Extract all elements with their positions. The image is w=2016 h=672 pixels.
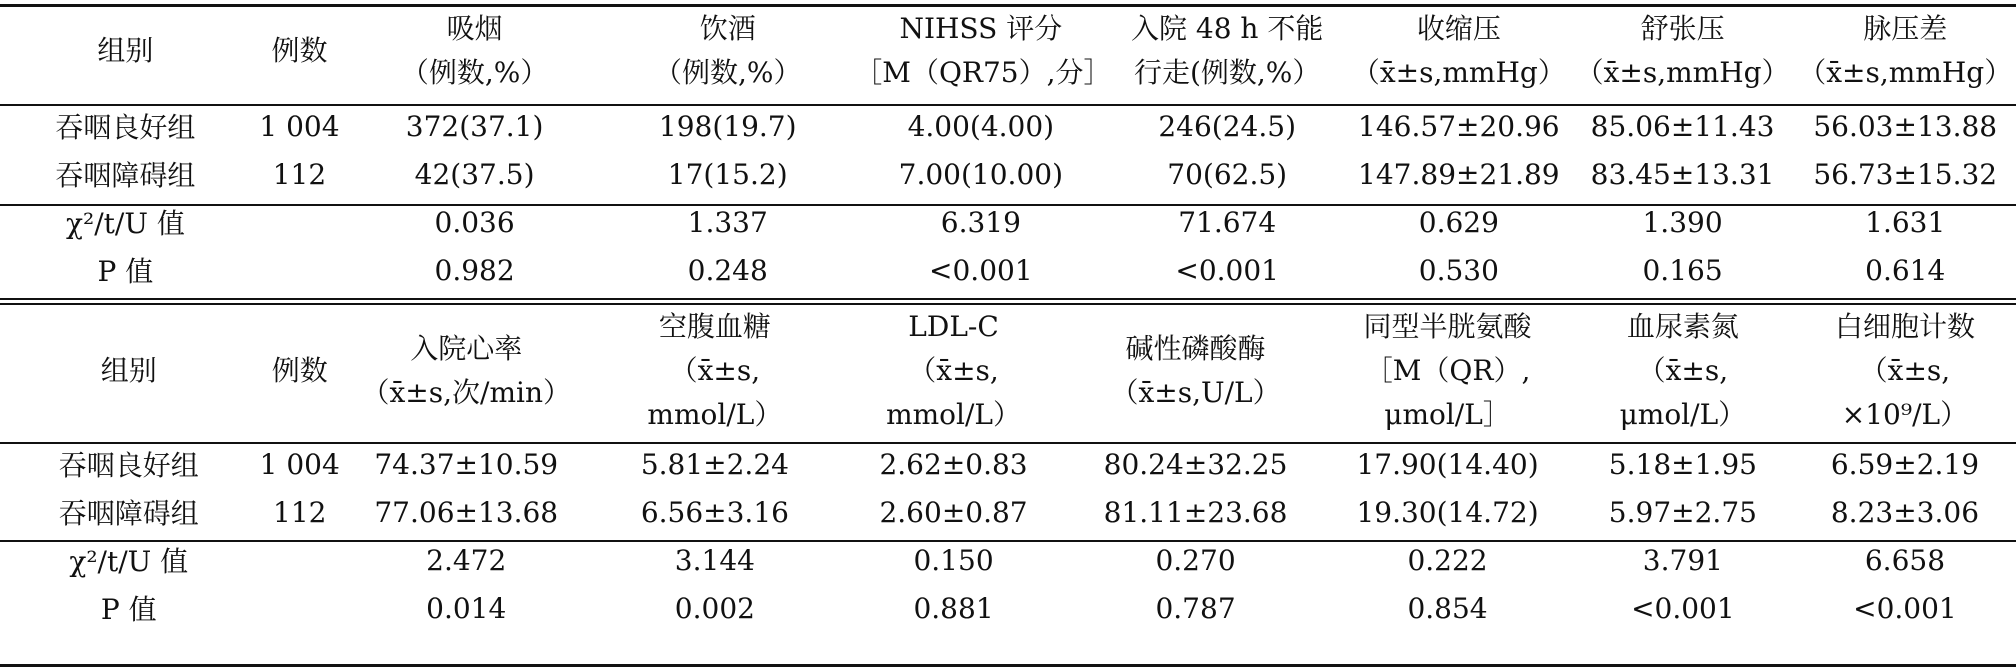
cell: 0.854: [1407, 591, 1488, 625]
cell: 83.45±13.31: [1590, 157, 1775, 191]
cell: 2.62±0.83: [879, 447, 1028, 481]
header-cell-ldl-c: LDL-C （x̄±s, mmol/L）: [886, 310, 1022, 431]
cell: 6.56±3.16: [640, 495, 789, 529]
cell: [258, 536, 342, 584]
cell: 1.631: [1865, 205, 1946, 239]
cell: 吞咽良好组: [55, 111, 196, 144]
table-row-p-value: [0, 246, 2016, 294]
cell: 17(15.2): [667, 157, 788, 191]
cell: 0.270: [1155, 543, 1236, 577]
table-row-good-swallow: [0, 440, 2016, 488]
header-cell-count: 例数: [271, 354, 328, 387]
cell: 70(62.5): [1167, 157, 1288, 191]
cell: 3.144: [674, 543, 755, 577]
cell: 0.165: [1642, 253, 1723, 287]
cell-p-label: P 值: [100, 593, 157, 626]
cell: 147.89±21.89: [1358, 157, 1560, 191]
cell: 81.11±23.68: [1103, 495, 1288, 529]
cell-stat-label: χ²/t/U 值: [69, 545, 189, 578]
header-cell-nihss: NIHSS 评分 ［M（QR75）,分］: [854, 12, 1112, 89]
cell: 吞咽良好组: [58, 449, 199, 482]
cell: 5.81±2.24: [640, 447, 789, 481]
cell: 0.530: [1418, 253, 1499, 287]
cell: 7.00(10.00): [898, 157, 1064, 191]
cell: 0.248: [687, 253, 768, 287]
cell: 112: [273, 495, 327, 529]
header-cell-alkaline-phosphatase: 碱性磷酸酶 （x̄±s,U/L）: [1110, 332, 1281, 409]
cell: 17.90(14.40): [1356, 447, 1539, 481]
table-row-test-statistic: [0, 536, 2016, 584]
cell: 0.014: [426, 591, 507, 625]
cell: 1 004: [259, 447, 340, 481]
cell: 5.97±2.75: [1608, 495, 1757, 529]
header-cell-diastolic: 舒张压 （x̄±s,mmHg）: [1575, 12, 1790, 89]
cell: 吞咽障碍组: [58, 497, 199, 530]
cell: 1 004: [259, 109, 340, 143]
cell: 4.00(4.00): [907, 109, 1055, 143]
table-row-dysphagia: [0, 150, 2016, 198]
cell: 0.787: [1155, 591, 1236, 625]
cell: 0.036: [434, 205, 515, 239]
header-row: [0, 302, 2016, 440]
header-cell-count: 例数: [271, 34, 328, 67]
cell-p-label: P 值: [97, 255, 154, 288]
cell: 85.06±11.43: [1590, 109, 1775, 143]
cell: 74.37±10.59: [374, 447, 559, 481]
cell: 0.002: [674, 591, 755, 625]
cell: 0.222: [1407, 543, 1488, 577]
cell: 0.982: [434, 253, 515, 287]
bottom-rule: [0, 664, 2016, 667]
cell: 6.59±2.19: [1830, 447, 1980, 481]
cell: <0.001: [929, 253, 1033, 287]
cell: 0.614: [1865, 253, 1946, 287]
table-row-good-swallow: [0, 102, 2016, 150]
cell: 2.472: [426, 543, 507, 577]
cell: 80.24±32.25: [1103, 447, 1288, 481]
cell: <0.001: [1175, 253, 1279, 287]
table-row-p-value: [0, 584, 2016, 632]
section-divider-rule-a: [0, 298, 2016, 300]
cell: [258, 584, 342, 632]
cell: 198(19.7): [658, 109, 797, 143]
table-section-2: [0, 302, 2016, 632]
header-cell-pulse-pressure: 脉压差 （x̄±s,mmHg）: [1798, 12, 2013, 89]
table-row-dysphagia: [0, 488, 2016, 536]
cell: <0.001: [1631, 591, 1735, 625]
cell: 56.03±13.88: [1813, 109, 1998, 143]
header-cell-fasting-glucose: 空腹血糖 （x̄±s, mmol/L）: [647, 310, 783, 431]
header-cell-drinking: 饮酒 （例数,%）: [653, 12, 802, 89]
header-cell-smoking: 吸烟 （例数,%）: [400, 12, 549, 89]
cell: 372(37.1): [405, 109, 544, 143]
cell: 3.791: [1642, 543, 1723, 577]
table-section-1: [0, 0, 2016, 294]
header-cell-unable-walk: 入院 48 h 不能 行走(例数,%）: [1131, 12, 1324, 89]
header-cell-group: 组别: [100, 354, 157, 387]
header-cell-group: 组别: [97, 34, 154, 67]
cell: 0.881: [913, 591, 994, 625]
cell: 246(24.5): [1158, 109, 1296, 143]
cell: 2.60±0.87: [879, 495, 1028, 529]
cell: 8.23±3.06: [1830, 495, 1980, 529]
cell: 吞咽障碍组: [55, 159, 196, 192]
header-row: [0, 0, 2016, 102]
cell: 5.18±1.95: [1608, 447, 1757, 481]
header-cell-wbc-count: 白细胞计数 （x̄±s, ×10⁹/L）: [1834, 310, 1975, 431]
cell: 1.390: [1642, 205, 1723, 239]
header-cell-systolic: 收缩压 （x̄±s,mmHg）: [1351, 12, 1566, 89]
cell: <0.001: [1853, 591, 1957, 625]
header-cell-homocysteine: 同型半胱氨酸 ［M（QR）, μmol/L］: [1363, 310, 1532, 431]
cell: 42(37.5): [414, 157, 535, 191]
cell: 56.73±15.32: [1813, 157, 1998, 191]
header-cell-heart-rate: 入院心率 （x̄±s,次/min）: [361, 332, 571, 409]
header-cell-urea-nitrogen: 血尿素氮 （x̄±s, μmol/L）: [1619, 310, 1747, 431]
cell-stat-label: χ²/t/U 值: [66, 207, 185, 240]
cell: 112: [272, 157, 327, 191]
cell: 77.06±13.68: [374, 495, 559, 529]
cell: [251, 198, 348, 246]
cell: 6.658: [1864, 543, 1946, 577]
cell: 0.629: [1418, 205, 1499, 239]
cell: 1.337: [687, 205, 768, 239]
cell: 146.57±20.96: [1358, 109, 1560, 143]
cell: 19.30(14.72): [1356, 495, 1539, 529]
table-row-test-statistic: [0, 198, 2016, 246]
cell: [251, 246, 348, 294]
cell: 71.674: [1178, 205, 1277, 239]
cell: 0.150: [913, 543, 994, 577]
cell: 6.319: [940, 205, 1021, 239]
